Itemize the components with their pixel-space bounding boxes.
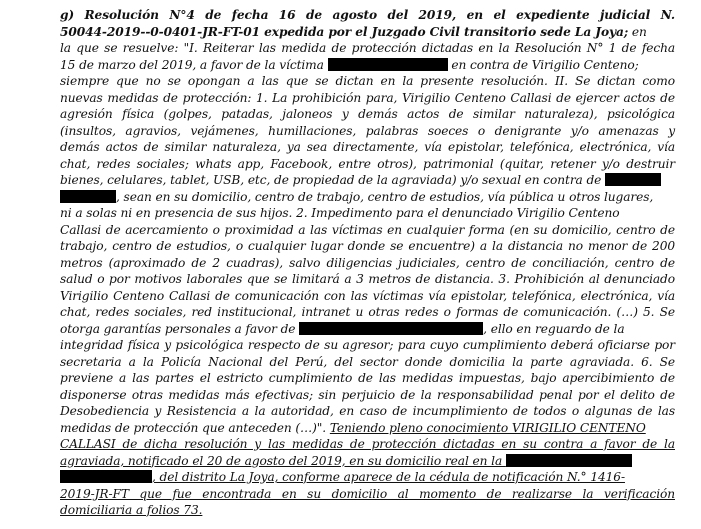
body-text: siempre que no se opongan a las que se dictan en la presente resolución. II. Se dictan como [60, 74, 675, 88]
underlined-text: agraviada, notificado el 20 de agosto del 2019, en su domicilio real en la [60, 453, 506, 468]
doc-line-27 [60, 436, 675, 453]
body-text: demás actos de similar naturaleza, ya sea directamente, vía epistolar, telefónica, electrónica, vía [60, 140, 675, 154]
body-text: trabajo, centro de estudios, o cualquier lugar donde se encuentre) a la distancia no menor de 200 [60, 239, 675, 253]
body-text: Virigilio Centeno Callasi de comunicación con las víctimas vía epistolar, telefónica, electrónica, vía [60, 288, 675, 303]
body-text: en contra de Virigilio Centeno; [447, 57, 639, 72]
redaction-block [60, 470, 152, 483]
body-text: chat, redes sociales; whats app, Facebook, entre otros), patrimonial (quitar, retener y/o destruir [60, 156, 675, 171]
body-text: secretaria a la Policía Nacional del Perú, del sector donde domicilia la parte agraviada. 6. Se [60, 354, 675, 369]
body-text: ni a solas ni en presencia de sus hijos. 2. Impedimento para el denunciado Virigilio Centeno [60, 206, 620, 220]
doc-line-24 [60, 387, 675, 404]
body-text: chat, redes sociales, red institucional, intranet u otras redes o formas de comunicación. (…) 5. Se [60, 305, 675, 319]
doc-line-30 [60, 486, 675, 503]
doc-line-6 [60, 90, 675, 107]
doc-line-18 [60, 288, 675, 305]
body-text: otorga garantías personales a favor de [60, 321, 300, 336]
body-text: agresión física (golpes, patadas, jaloneos y demás actos de similar naturaleza), psicológica [60, 107, 675, 121]
doc-line-15 [60, 238, 675, 255]
redaction-block [299, 322, 483, 335]
body-text: Callasi de acercamiento o proximidad a las víctimas en cualquier forma (en su domicilio, centro de [60, 222, 675, 237]
heading-text: g) Resolución N°4 de fecha 16 de agosto del 2019, en el expediente judicial N. [60, 8, 675, 22]
doc-line-21 [60, 337, 675, 354]
body-text: nuevas medidas de protección: 1. La prohibición para, Virigilio Centeno Callasi de ejercer actos de [60, 90, 675, 105]
doc-line-7 [60, 106, 675, 123]
doc-line-13 [60, 205, 675, 222]
body-text: disponerse otras medidas más efectivas; sin perjuicio de la responsabilidad penal por el delito de [60, 387, 675, 402]
doc-line-4 [60, 57, 675, 74]
body-text: previene a las partes el estricto cumplimiento de las medidas impuestas, bajo apercibimiento de [60, 371, 675, 385]
body-text: metros (aproximado de 2 cuadras), salvo diligencias judiciales, centro de conciliación, centro de [60, 255, 675, 270]
doc-line-29 [60, 469, 675, 486]
doc-line-22 [60, 354, 675, 371]
doc-line-1 [60, 7, 675, 24]
doc-line-19 [60, 304, 675, 321]
doc-line-2 [60, 24, 675, 41]
body-text: en [628, 24, 647, 39]
underlined-text: , del distrito La Joya, conforme aparece de la cédula de notificación N.° 1416- [152, 470, 625, 484]
doc-line-17 [60, 271, 675, 288]
doc-line-9 [60, 139, 675, 156]
body-text: (insultos, agravios, vejámenes, humillaciones, palabras soeces o denigrante y/o amenazas y [60, 123, 675, 138]
body-text: bienes, celulares, tablet, USB, etc, de propiedad de la agraviada) y/o sexual en contra de [60, 173, 606, 187]
doc-line-23 [60, 370, 675, 387]
redaction-block [506, 454, 632, 467]
body-text: 15 de marzo del 2019, a favor de la víctima [60, 57, 328, 72]
underlined-text: CALLASI de dicha resolución y las medidas de protección dictadas en su contra a favor de la [60, 437, 675, 451]
doc-line-26 [60, 420, 675, 437]
redaction-block [328, 58, 448, 71]
underlined-text: Teniendo pleno conocimiento VIRIGILIO CENTENO [329, 420, 646, 435]
body-text: , sean en su domicilio, centro de trabajo, centro de estudios, vía pública u otros lugares, [116, 189, 654, 204]
redaction-block [60, 190, 116, 203]
doc-line-25 [60, 403, 675, 420]
doc-line-28 [60, 453, 675, 470]
doc-line-16 [60, 255, 675, 272]
doc-line-8 [60, 123, 675, 140]
body-text: Desobediencia y Resistencia a la autoridad, en caso de incumplimiento de todos o algunas de las [60, 404, 675, 418]
body-text: medidas de protección que anteceden (…)". [60, 420, 330, 435]
doc-line-20 [60, 321, 675, 338]
underlined-text: 2019-JR-FT que fue encontrada en su domicilio al momento de realizarse la verificación [60, 486, 675, 501]
doc-line-31 [60, 502, 675, 519]
heading-text-cont: 50044-2019--0-0401-JR-FT-01 expedida por el Juzgado Civil transitorio sede La Joya; [60, 24, 629, 39]
doc-line-14 [60, 222, 675, 239]
doc-line-11 [60, 172, 675, 189]
doc-line-5 [60, 73, 675, 90]
body-text: salud o por motivos laborales que se limitará a 3 metros de distancia. 3. Prohibición al denunciado [60, 272, 675, 286]
doc-line-12 [60, 189, 675, 206]
body-text: la que se resuelve: "I. Reiterar las medida de protección dictadas en la Resolución N° 1 de fecha [60, 41, 675, 55]
body-text: , ello en reguardo de la [483, 321, 625, 336]
doc-line-3 [60, 40, 675, 57]
body-text: integridad física y psicológica respecto de su agresor; para cuyo cumplimiento deberá oficiarse por [60, 338, 675, 352]
doc-line-10 [60, 156, 675, 173]
underlined-text: domiciliaria a folios 73. [60, 503, 203, 517]
redaction-block [605, 173, 661, 186]
